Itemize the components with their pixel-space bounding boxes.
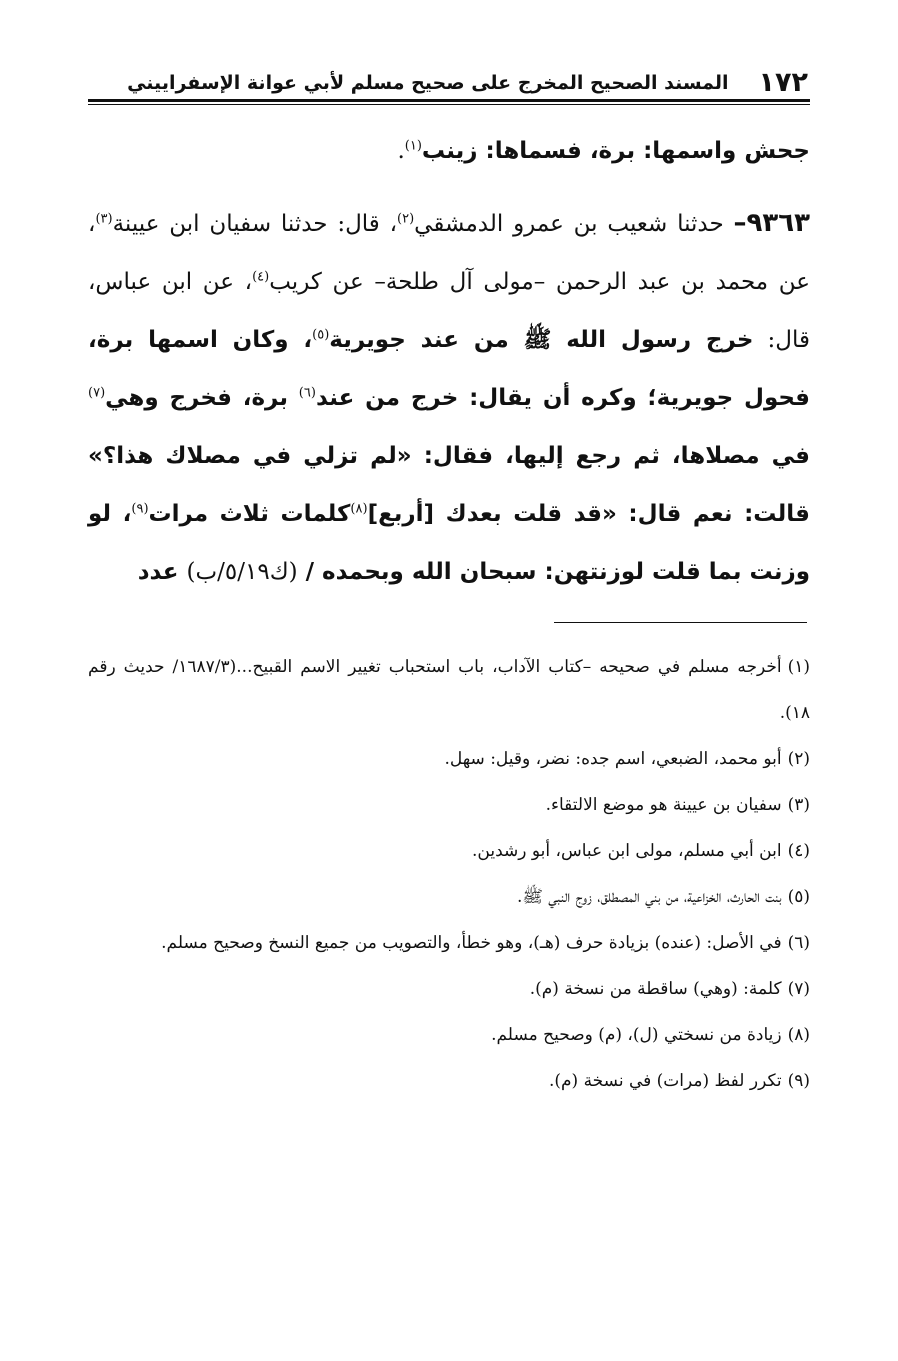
isnad-text: ، عن ابن عباس، قال: — [88, 269, 810, 353]
footnote-ref: (٤) — [252, 269, 270, 285]
footnote-text: في الأصل: (عنده) بزيادة حرف (هـ)، وهو خطأ، والتصويب من جميع النسخ وصحيح مسلم. — [161, 933, 782, 953]
footnote-ref: (٢) — [397, 211, 415, 227]
hadith-number: ٩٣٦٣– — [733, 208, 810, 238]
footnote-ref: (٥) — [312, 327, 330, 343]
footnote-ref: (٣) — [95, 211, 113, 227]
footnote-text: ابن أبي مسلم، مولى ابن عباس، أبو رشدين. — [472, 841, 782, 861]
footnote-ref: (٨) — [350, 501, 368, 517]
footnote-marker: (٥) — [787, 887, 810, 907]
footnote-text: أبو محمد، الضبعي، اسم جده: نضر، وقيل: سهل. — [444, 749, 782, 769]
matn-text: برة، فخرج وهي — [105, 385, 299, 411]
paragraph-continuation — [88, 122, 810, 180]
footnote-ref: (٩) — [131, 501, 149, 517]
main-text — [88, 122, 810, 601]
footnote-marker: (٣) — [787, 795, 810, 815]
isnad-text: ، قال: حدثنا سفيان ابن عيينة — [112, 211, 398, 237]
footnote-marker: (٢) — [787, 749, 810, 769]
footnote — [88, 966, 810, 1012]
matn-text: خرج رسول الله ﷺ من عند جويرية — [329, 327, 754, 353]
footnote-ref: (٧) — [88, 385, 106, 401]
isnad-text: حدثنا شعيب بن عمرو الدمشقي — [414, 211, 734, 237]
matn-text: ، وكان اسمها برة، فحول جويرية؛ وكره أن يقال: خرج من عند — [88, 327, 810, 411]
footnote — [88, 1012, 810, 1058]
matn-text: في مصلاها، ثم رجع إليها، فقال: «لم تزلي في مصلاك هذا؟» قالت: نعم قال: «قد قلت بعدك [أربع] — [88, 443, 810, 527]
footnote — [88, 736, 810, 782]
footnote — [88, 874, 810, 920]
footnote-ref: (٦) — [298, 385, 316, 401]
matn-text: عدد — [137, 559, 187, 585]
footnote — [88, 828, 810, 874]
footnote — [88, 920, 810, 966]
paragraph-end: . — [397, 138, 405, 164]
footnote-text: سفيان بن عيينة هو موضع الالتقاء. — [545, 795, 782, 815]
footnote-text: زيادة من نسختي (ل)، (م) وصحيح مسلم. — [491, 1025, 782, 1045]
page-number: ١٧٢ — [758, 67, 808, 98]
isnad-text: ، عن محمد بن عبد الرحمن –مولى آل طلحة– عن كريب — [88, 211, 811, 295]
footnote-marker: (٩) — [787, 1071, 810, 1091]
footnote-marker: (٨) — [787, 1025, 810, 1045]
footnote-ref: (١) — [404, 138, 422, 154]
footnote-marker: (١) — [787, 657, 810, 677]
footnotes — [88, 644, 810, 1104]
footnote-text: كلمة: (وهي) ساقطة من نسخة (م). — [529, 979, 782, 999]
page-header — [92, 62, 808, 96]
footnote — [88, 644, 810, 736]
footnote-text: تكرر لفظ (مرات) في نسخة (م). — [548, 1071, 782, 1091]
footnote — [88, 1058, 810, 1104]
footnote-text: بنت الحارث، الخزاعية، من بني المصطلق، زوج النبي ﷺ. — [516, 887, 782, 907]
matn-text: كلمات ثلاث مرات — [148, 501, 351, 527]
footnote-marker: (٦) — [787, 933, 810, 953]
footnote-text: أخرجه مسلم في صحيحه –كتاب الآداب، باب استحباب تغيير الاسم القبيح...(١٦٨٧/٣/ حديث رقم ١٨). — [88, 657, 810, 723]
matn-text: ، لو وزنت بما قلت لوزنتهن: سبحان الله وبحمده / — [88, 501, 810, 585]
hadith-paragraph — [88, 194, 810, 601]
running-title: المسند الصحيح المخرج على صحيح مسلم لأبي عوانة الإسفراييني — [127, 72, 729, 94]
paragraph-text: جحش واسمها: برة، فسماها: زينب — [421, 138, 810, 164]
header-rule — [88, 99, 810, 105]
footnote-marker: (٧) — [787, 979, 810, 999]
manuscript-reference: (ك٥/١٩/ب) — [186, 559, 298, 585]
footnote — [88, 782, 810, 828]
footnote-marker: (٤) — [787, 841, 810, 861]
footnote-separator — [554, 622, 807, 623]
